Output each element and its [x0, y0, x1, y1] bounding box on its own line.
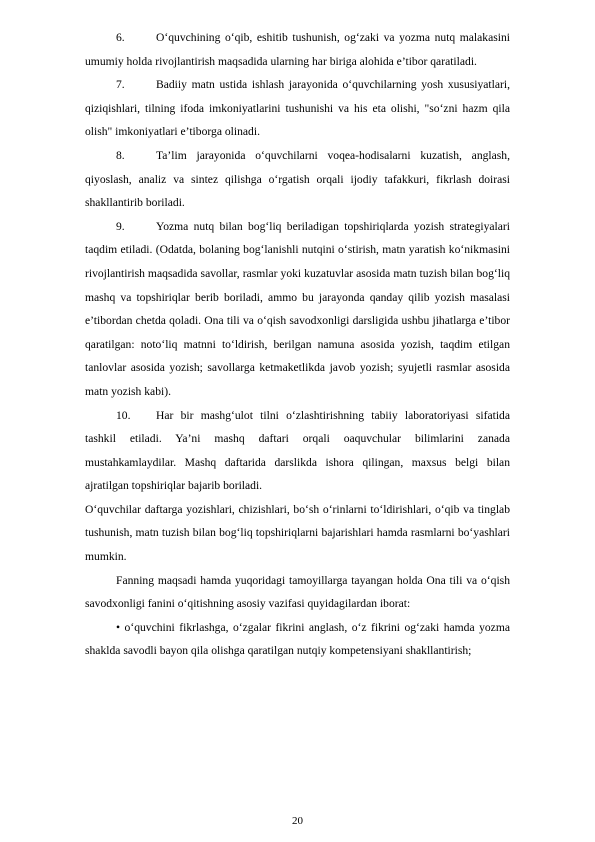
list-number: 10. [116, 408, 131, 422]
list-item-8 [85, 144, 510, 215]
list-item-text: O‘quvchining o‘qib, eshitib tushunish, og‘zaki va yozma nutq malakasini umumiy holda rivojlantirish maqsadida ularning har biriga alohida e’tibor qaratiladi. [85, 31, 510, 68]
paragraph-subject-goals: Fanning maqsadi hamda yuqoridagi tamoyillarga tayangan holda Ona tili va o‘qish savodxonligi fanini o‘qitishning asosiy vazifasi quyidagilardan iborat: [85, 573, 510, 611]
bullet-marker: • [116, 620, 121, 634]
list-number: 9. [116, 219, 125, 233]
bullet-item-text: o‘quvchini fikrlashga, o‘zgalar fikrini anglash, o‘z fikrini og‘zaki hamda yozma shaklda savodli bayon qila olishga qaratilgan nutqiy kompetensiyani shakllantirish; [85, 620, 510, 658]
paragraph-notebook-tasks: O‘quvchilar daftarga yozishlari, chizishlari, bo‘sh o‘rinlarni to‘ldirishlari, o‘qib va tinglab tushunish, matn tuzish bilan bog‘liq topshiriqlarni bajarishlari hamda rasmlarni bo‘yashlari mumkin. [85, 502, 510, 564]
page-number: 20 [292, 815, 303, 827]
list-item-text: Badiiy matn ustida ishlash jarayonida o‘quvchilarning yosh xususiyatlari, qiziqishlari, tilning ifoda imkoniyatlarini tushunishi va his eta olishi, "so‘zni hazm qila olish" imkoniyatlari e’tiborga olinadi. [85, 78, 510, 139]
document-body [85, 26, 510, 663]
list-item-6 [85, 26, 510, 73]
list-number: 6. [116, 31, 125, 44]
list-item-text: Har bir mashg‘ulot tilni o‘zlashtirishning tabiiy laboratoriyasi sifatida tashkil etiladi. Ya’ni mashq daftari orqali oaquvchular bilimlarini zanada mustahkamlaydilar. Mashq daftarida darslikda ishora qilingan, maxsus belgi bilan ajratilgan topshiriqlar bajarib boriladi. [85, 408, 510, 493]
list-item-10 [85, 404, 510, 498]
list-item-text: Yozma nutq bilan bog‘liq beriladigan topshiriqlarda yozish strategiyalari taqdim etiladi. (Odatda, bolaning bog‘lanishli nutqini o‘stirish, matn yaratish ko‘nikmasini rivojlantirish maqsadida savollar, rasmlar yoki kuzatuvlar asosida matn tuzish bilan bog‘liq mashq va topshiriqlar berib boriladi, ammo bu jarayonda qanday qilib yozish masalasi e’tibordan chetda qoladi. Ona tili va o‘qish savodxonligi darsligida ushbu jihatlarga e’tibor qaratilgan: noto‘liq matnni to‘ldirish, berilgan namuna asosida yozish, taqdim etilgan tanlovlar asosida yozish; savollarga ketmaketlikda javob yozish; syujetli rasmlar asosida matn yozish kabi). [85, 219, 510, 398]
list-item-7 [85, 73, 510, 144]
list-number: 7. [116, 78, 125, 92]
list-item-text: Ta’lim jarayonida o‘quvchilarni voqea-hodisalarni kuzatish, anglash, qiyoslash, analiz va sintez qilishga o‘rgatish orqali ijodiy tafakkuri, fikrlash doirasi shakllantirib boriladi. [85, 148, 510, 210]
bullet-item [85, 616, 510, 663]
list-item-9 [85, 215, 510, 404]
list-number: 8. [116, 148, 125, 162]
